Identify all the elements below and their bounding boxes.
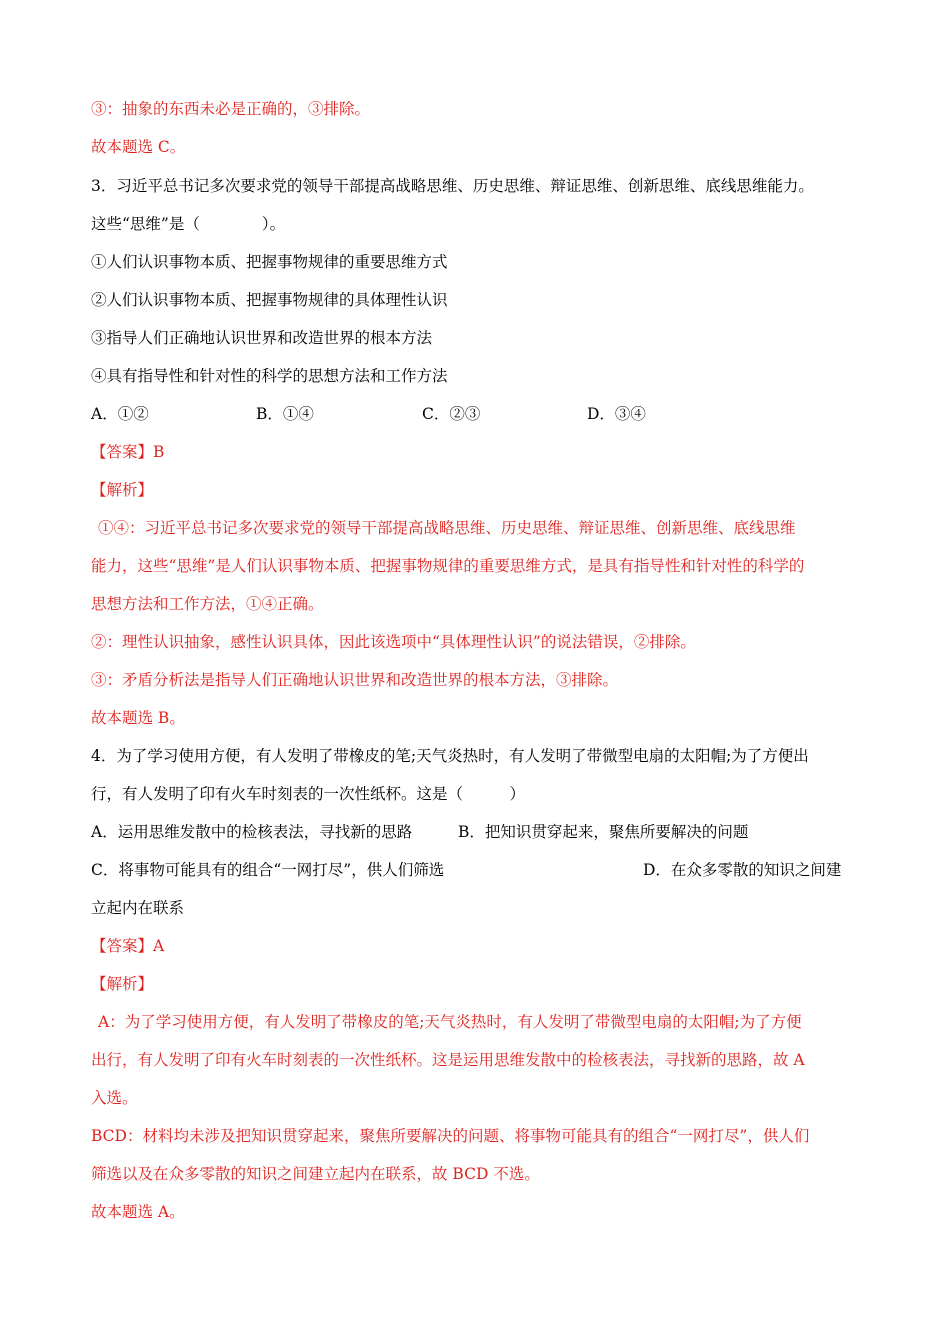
q3-explanation-line3: 思想方法和工作方法，①④正确。 (91, 595, 324, 613)
q4-option-a: A．运用思维发散中的检核表法，寻找新的思路 (91, 823, 413, 841)
q4-option-b: B．把知识贯穿起来，聚焦所要解决的问题 (458, 823, 749, 841)
q4-conclusion: 故本题选 A。 (91, 1203, 185, 1221)
q4-analysis-heading: 【解析】 (91, 975, 154, 993)
q3-option-d: D．③④ (587, 405, 646, 423)
q3-stem-line2: 这些“思维”是（ ）。 (91, 215, 286, 233)
q3-option-a: A．①② (91, 405, 149, 423)
prev-conclusion: 故本题选 C。 (91, 138, 186, 156)
q4-explanation-line3: 入选。 (91, 1089, 138, 1107)
q4-explanation-line1: A：为了学习使用方便，有人发明了带橡皮的笔;天气炎热时，有人发明了带微型电扇的太阳帽;为了方便 (98, 1013, 802, 1031)
q4-explanation-line4: BCD：材料均未涉及把知识贯穿起来，聚焦所要解决的问题、将事物可能具有的组合“一网打尽”，供人们 (91, 1127, 810, 1145)
q3-item-4: ④具有指导性和针对性的科学的思想方法和工作方法 (91, 367, 448, 385)
q4-option-d-continued: 立起内在联系 (91, 899, 185, 917)
q4-explanation-line5: 筛选以及在众多零散的知识之间建立起内在联系，故 BCD 不选。 (91, 1165, 540, 1183)
q3-explanation-line5: ③：矛盾分析法是指导人们正确地认识世界和改造世界的根本方法，③排除。 (91, 671, 619, 689)
q3-stem-line1: 3．习近平总书记多次要求党的领导干部提高战略思维、历史思维、辩证思维、创新思维、底线思维能力。 (91, 177, 814, 195)
q4-option-d: D．在众多零散的知识之间建 (643, 861, 842, 879)
q3-item-3: ③指导人们正确地认识世界和改造世界的根本方法 (91, 329, 433, 347)
prev-explanation-line: ③：抽象的东西未必是正确的，③排除。 (91, 100, 371, 118)
q3-analysis-heading: 【解析】 (91, 481, 154, 499)
q3-option-c: C．②③ (422, 405, 481, 423)
q3-item-2: ②人们认识事物本质、把握事物规律的具体理性认识 (91, 291, 448, 309)
q4-answer: 【答案】A (91, 937, 165, 955)
q4-stem-line2: 行，有人发明了印有火车时刻表的一次性纸杯。这是（ ） (91, 785, 526, 803)
q3-explanation-line2: 能力，这些“思维”是人们认识事物本质、把握事物规律的重要思维方式，是具有指导性和针对性的科学的 (91, 557, 805, 575)
q4-option-c: C．将事物可能具有的组合“一网打尽”，供人们筛选 (91, 861, 445, 879)
q4-stem-line1: 4．为了学习使用方便，有人发明了带橡皮的笔;天气炎热时，有人发明了带微型电扇的太阳帽;为了方便出 (91, 747, 809, 765)
q3-explanation-line1: ①④：习近平总书记多次要求党的领导干部提高战略思维、历史思维、辩证思维、创新思维、底线思维 (98, 519, 796, 537)
q3-explanation-line4: ②：理性认识抽象，感性认识具体，因此该选项中“具体理性认识”的说法错误，②排除。 (91, 633, 696, 651)
q3-conclusion: 故本题选 B。 (91, 709, 185, 727)
q3-option-b: B．①④ (256, 405, 314, 423)
q3-item-1: ①人们认识事物本质、把握事物规律的重要思维方式 (91, 253, 448, 271)
q4-explanation-line2: 出行，有人发明了印有火车时刻表的一次性纸杯。这是运用思维发散中的检核表法，寻找新的思路，故 A (91, 1051, 805, 1069)
q3-answer: 【答案】B (91, 443, 165, 461)
